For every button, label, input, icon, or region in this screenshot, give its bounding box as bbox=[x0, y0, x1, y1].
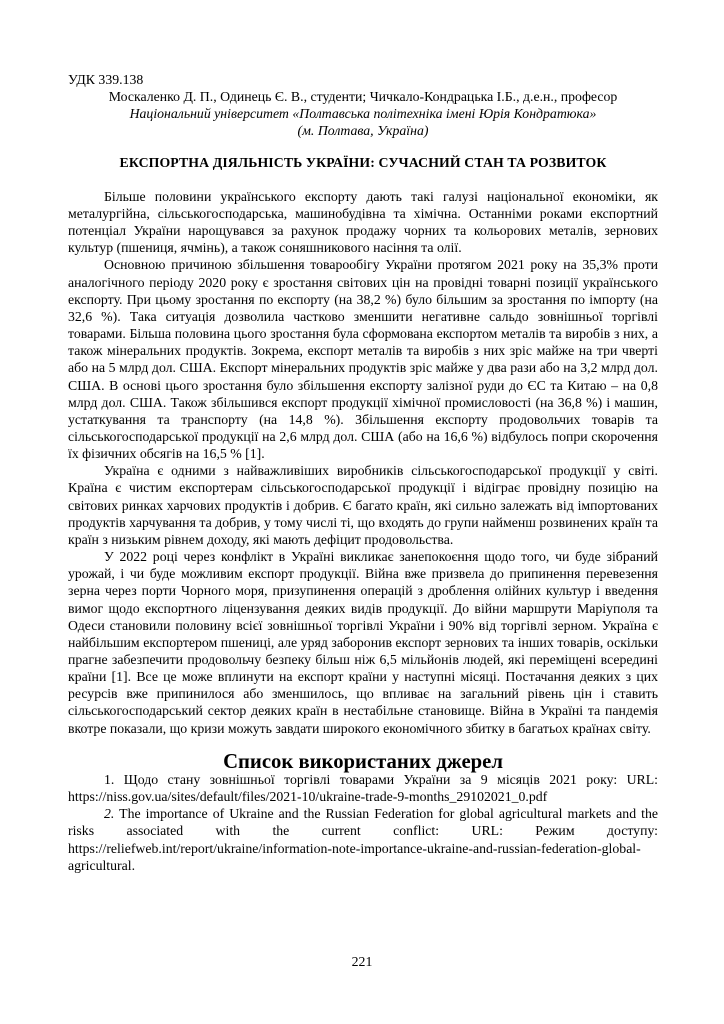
body-paragraph: Основною причиною збільшення товарообігу України протягом 2021 року на 35,3% проти аналогічного періоду 2020 року є зростання світових цін на провідні товарні позиції українського експорту. При цьому зростання по експорту (на 38,2 %) було більшим за зростання по імпорту (на 32,6 %). Така ситуація дозволила частково зменшити негативне сальдо зовнішньої торгівлі товарами. Більша половина цього зростання була сформована експортом металів та виробів з них, а також мінеральних продуктів. Зокрема, експорт металів та виробів з них зріс майже на три чверті або на 5 млрд дол. США. Експорт мінеральних продуктів зріс майже у два рази або на 3,2 млрд дол. США. В основі цього зростання було збільшення експорту залізної руди до ЄС та Китаю – на 0,8 млрд дол. США. Також збільшився експорт продукції хімічної промисловості (на 36,8 %) і машин, устаткування та транспорту (на 14,8 %). Збільшення експорту продовольчих товарів та сільськогосподарської продукції на 2,6 млрд дол. США (або на 16,6 %) відбулось попри скорочення їх фізичних обсягів на 16,5 % [1]. bbox=[68, 257, 658, 462]
page-number: 221 bbox=[351, 954, 373, 969]
reference-number: 1. bbox=[104, 771, 115, 787]
udk-code: УДК 339.138 bbox=[68, 72, 144, 87]
references-list bbox=[68, 771, 658, 874]
reference-item bbox=[68, 771, 658, 805]
page-content bbox=[68, 71, 658, 874]
authors-line: Москаленко Д. П., Одинець Є. В., студенти; Чичкало-Кондрацька І.Б., д.е.н., професор bbox=[108, 89, 618, 105]
body-paragraph: Більше половини українського експорту дають такі галузі національної економіки, як металургійна, сільськогосподарська, машинобудівна та хімічна. Останніми роками експортний потенціал України нарощувався за рахунок продажу чорних та кольорових металів, зернових культур (пшениця, ячмінь), а також соняшникового насіння та олії. bbox=[68, 188, 658, 256]
institution-line: Національний університет «Полтавська політехніка імені Юрія Кондратюка» bbox=[129, 106, 597, 122]
references-title: Список використаних джерел bbox=[223, 750, 503, 773]
article-body bbox=[68, 188, 658, 737]
article-title: ЕКСПОРТНА ДІЯЛЬНІСТЬ УКРАЇНИ: СУЧАСНИЙ СТАН ТА РОЗВИТОК bbox=[119, 154, 607, 170]
reference-text[interactable]: Щодо стану зовнішньої торгівлі товарами України за 9 місяців 2021 року: URL: https://niss.gov.ua/sites/default/files/2021-10/ukraine-trade-9-months_29102021_0.pdf bbox=[68, 771, 658, 805]
reference-text[interactable]: The importance of Ukraine and the Russian Federation for global agricultural markets and the risks associated with the current conflict: URL: Режим доступу: https://reliefweb.int/report/ukraine/information-note-importance-ukraine-and-russian-federation-global-agricultural. bbox=[68, 806, 658, 873]
reference-number: 2. bbox=[104, 806, 115, 822]
city-line: (м. Полтава, Україна) bbox=[297, 123, 429, 139]
body-paragraph: Україна є одними з найважливіших виробників сільськогосподарської продукції у світі. Країна є чистим експортерам сільськогосподарської продукції і відіграє провідну позицію на світових ринках харчових продуктів і добрив. Є багато країн, які сильно залежать від імпортованих продуктів харчування та добрив, у тому числі ті, що входять до групи найменш розвинених країн та країн з низьким рівнем доходу, які мають дефіцит продовольства. bbox=[68, 463, 658, 547]
body-paragraph: У 2022 році через конфлікт в Україні викликає занепокоєння щодо того, чи буде зібраний урожай, і чи буде можливим експорт продукції. Війна вже призвела до припинення перевезення зерна через порти Чорного моря, призупинення операцій з дроблення олійних культур і введення вимог щодо експортного ліцензування деяких видів продукції. До війни маршрути Маріуполя та Одеси становили половину всієї зовнішньої торгівлі України і 90% від торгівлі зерном. Україна є найбільшим експортером пшениці, але уряд заборонив експорт зернових та інших товарів, оскільки прагне забезпечити продовольчу безпеку більш ніж 6,5 мільйонів людей, які переміщені всередині країни [1]. Все це може вплинути на експорт країни у наступні місяці. Постачання деяких з цих ресурсів вже припинилося або зменшилось, що впливає на загальний рівень цін і ставить сільськогосподарський сектор деяких країн в нестабільне становище. Війна в Україні та пандемія вкотре показали, що кризи можуть завдати широкого економічного збитку в багатьох країнах світу. bbox=[68, 549, 658, 736]
reference-item bbox=[68, 805, 658, 874]
